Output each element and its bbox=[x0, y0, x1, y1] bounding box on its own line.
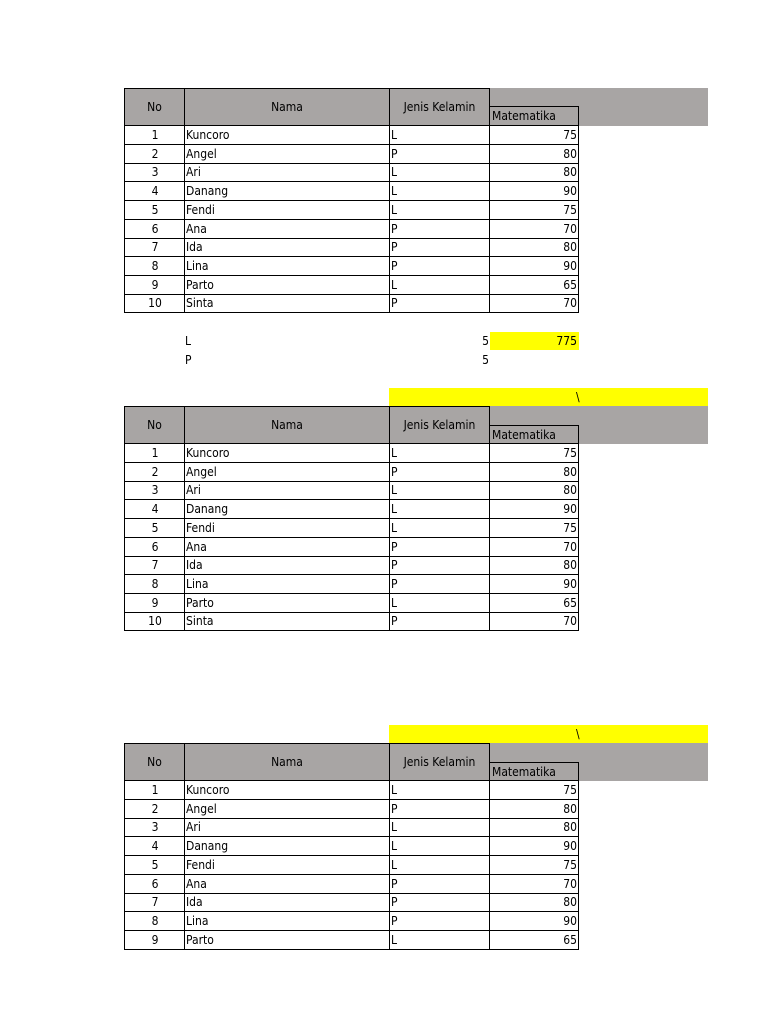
header-no-label: No bbox=[147, 755, 162, 769]
header-nama bbox=[184, 406, 390, 444]
cell-no: 2 bbox=[124, 463, 185, 482]
cell-nama: Lina bbox=[184, 575, 390, 594]
cell-jenis-kelamin: L bbox=[389, 163, 490, 182]
header-no bbox=[124, 88, 185, 126]
cell-no: 3 bbox=[124, 818, 185, 837]
cell-matematika: 70 bbox=[489, 538, 579, 557]
cell-nama: Parto bbox=[184, 931, 390, 950]
cell-matematika: 80 bbox=[489, 238, 579, 257]
summary-p-label: P bbox=[185, 353, 192, 367]
cell-jenis-kelamin: L bbox=[389, 856, 490, 875]
cell-matematika: 65 bbox=[489, 276, 579, 295]
cell-jenis-kelamin: P bbox=[389, 912, 490, 931]
cell-nama: Fendi bbox=[184, 201, 390, 220]
cell-jenis-kelamin: L bbox=[389, 182, 490, 201]
header-nama-label: Nama bbox=[271, 755, 303, 769]
cell-matematika: 90 bbox=[489, 257, 579, 276]
cell-no: 7 bbox=[124, 238, 185, 257]
cell-jenis-kelamin: L bbox=[389, 931, 490, 950]
header-jenis-kelamin bbox=[389, 88, 490, 126]
table-row bbox=[124, 276, 579, 295]
table-row bbox=[124, 500, 579, 519]
cell-no: 3 bbox=[124, 481, 185, 500]
cell-nama: Lina bbox=[184, 912, 390, 931]
table-row bbox=[124, 931, 579, 950]
table-row bbox=[124, 612, 579, 631]
cell-jenis-kelamin: L bbox=[389, 837, 490, 856]
cell-nama: Angel bbox=[184, 800, 390, 819]
cell-nama: Danang bbox=[184, 500, 390, 519]
summary-p-count: 5 bbox=[482, 353, 489, 367]
cell-matematika: 70 bbox=[489, 612, 579, 631]
cell-matematika: 70 bbox=[489, 220, 579, 239]
table-3-banner bbox=[389, 725, 708, 743]
summary-l-total: 775 bbox=[556, 334, 577, 348]
cell-jenis-kelamin: L bbox=[389, 481, 490, 500]
cell-no: 5 bbox=[124, 201, 185, 220]
header-no bbox=[124, 406, 185, 444]
cell-jenis-kelamin: L bbox=[389, 594, 490, 613]
cell-nama: Ari bbox=[184, 163, 390, 182]
header-jenis-kelamin bbox=[389, 406, 490, 444]
cell-nama: Sinta bbox=[184, 294, 390, 313]
table-row bbox=[124, 257, 579, 276]
summary-l-label: L bbox=[185, 334, 192, 348]
cell-nama: Ana bbox=[184, 875, 390, 894]
table-row bbox=[124, 538, 579, 557]
table-row bbox=[124, 875, 579, 894]
cell-matematika: 80 bbox=[489, 556, 579, 575]
header-nama-label: Nama bbox=[271, 100, 303, 114]
cell-no: 5 bbox=[124, 856, 185, 875]
cell-matematika: 75 bbox=[489, 519, 579, 538]
cell-nama: Danang bbox=[184, 182, 390, 201]
cell-jenis-kelamin: L bbox=[389, 500, 490, 519]
table-row bbox=[124, 182, 579, 201]
table-row bbox=[124, 575, 579, 594]
cell-matematika: 80 bbox=[489, 818, 579, 837]
cell-jenis-kelamin: P bbox=[389, 257, 490, 276]
table-row bbox=[124, 781, 579, 800]
cell-nama: Ida bbox=[184, 893, 390, 912]
cell-no: 2 bbox=[124, 145, 185, 164]
table-row bbox=[124, 126, 579, 145]
cell-nama: Fendi bbox=[184, 856, 390, 875]
header-nama bbox=[184, 743, 390, 781]
cell-matematika: 80 bbox=[489, 893, 579, 912]
cell-jenis-kelamin: L bbox=[389, 276, 490, 295]
summary-l-count: 5 bbox=[482, 334, 489, 348]
cell-jenis-kelamin: P bbox=[389, 294, 490, 313]
header-no-label: No bbox=[147, 418, 162, 432]
cell-matematika: 70 bbox=[489, 294, 579, 313]
header-no bbox=[124, 743, 185, 781]
table-row bbox=[124, 294, 579, 313]
table-row bbox=[124, 463, 579, 482]
cell-no: 7 bbox=[124, 556, 185, 575]
table-row bbox=[124, 519, 579, 538]
cell-jenis-kelamin: L bbox=[389, 781, 490, 800]
cell-nama: Kuncoro bbox=[184, 444, 390, 463]
table-row bbox=[124, 444, 579, 463]
header-matematika bbox=[489, 106, 579, 126]
table-row bbox=[124, 220, 579, 239]
cell-nama: Parto bbox=[184, 276, 390, 295]
header-matematika-label: Matematika bbox=[492, 764, 556, 779]
header-jenis-kelamin-label: Jenis Kelamin bbox=[403, 418, 476, 432]
cell-jenis-kelamin: L bbox=[389, 201, 490, 220]
header-nama bbox=[184, 88, 390, 126]
cell-no: 10 bbox=[124, 294, 185, 313]
cell-no: 6 bbox=[124, 538, 185, 557]
cell-nama: Ana bbox=[184, 538, 390, 557]
cell-matematika: 75 bbox=[489, 856, 579, 875]
table-row bbox=[124, 145, 579, 164]
header-matematika bbox=[489, 425, 579, 444]
cell-no: 2 bbox=[124, 800, 185, 819]
table-row bbox=[124, 800, 579, 819]
cell-no: 5 bbox=[124, 519, 185, 538]
cell-matematika: 65 bbox=[489, 931, 579, 950]
table-row bbox=[124, 856, 579, 875]
cell-matematika: 65 bbox=[489, 594, 579, 613]
table-row bbox=[124, 893, 579, 912]
cell-nama: Kuncoro bbox=[184, 126, 390, 145]
header-jenis-kelamin bbox=[389, 743, 490, 781]
cell-jenis-kelamin: P bbox=[389, 800, 490, 819]
header-jenis-kelamin-label: Jenis Kelamin bbox=[403, 100, 476, 114]
cell-matematika: 75 bbox=[489, 444, 579, 463]
cell-matematika: 70 bbox=[489, 875, 579, 894]
cell-no: 4 bbox=[124, 500, 185, 519]
header-matematika-label: Matematika bbox=[492, 109, 556, 123]
summary-l-total-cell bbox=[490, 332, 579, 350]
cell-no: 4 bbox=[124, 837, 185, 856]
cell-matematika: 75 bbox=[489, 126, 579, 145]
cell-nama: Sinta bbox=[184, 612, 390, 631]
cell-matematika: 90 bbox=[489, 837, 579, 856]
cell-no: 9 bbox=[124, 931, 185, 950]
cell-matematika: 80 bbox=[489, 463, 579, 482]
table-row bbox=[124, 556, 579, 575]
cell-nama: Fendi bbox=[184, 519, 390, 538]
table-row bbox=[124, 837, 579, 856]
cell-no: 8 bbox=[124, 912, 185, 931]
cell-nama: Ida bbox=[184, 238, 390, 257]
cell-matematika: 90 bbox=[489, 912, 579, 931]
cell-matematika: 80 bbox=[489, 145, 579, 164]
cell-nama: Lina bbox=[184, 257, 390, 276]
table-row bbox=[124, 594, 579, 613]
cell-no: 1 bbox=[124, 126, 185, 145]
cell-matematika: 80 bbox=[489, 163, 579, 182]
cell-jenis-kelamin: L bbox=[389, 519, 490, 538]
cell-jenis-kelamin: P bbox=[389, 875, 490, 894]
cell-nama: Angel bbox=[184, 463, 390, 482]
table-row bbox=[124, 818, 579, 837]
cell-jenis-kelamin: P bbox=[389, 145, 490, 164]
cell-nama: Angel bbox=[184, 145, 390, 164]
cell-nama: Kuncoro bbox=[184, 781, 390, 800]
cell-no: 3 bbox=[124, 163, 185, 182]
cell-no: 1 bbox=[124, 444, 185, 463]
cell-no: 6 bbox=[124, 220, 185, 239]
cell-matematika: 90 bbox=[489, 575, 579, 594]
cell-jenis-kelamin: P bbox=[389, 538, 490, 557]
cell-matematika: 75 bbox=[489, 781, 579, 800]
header-no-label: No bbox=[147, 100, 162, 114]
cell-nama: Ana bbox=[184, 220, 390, 239]
cell-jenis-kelamin: L bbox=[389, 444, 490, 463]
cell-matematika: 80 bbox=[489, 481, 579, 500]
cell-no: 8 bbox=[124, 257, 185, 276]
cell-no: 8 bbox=[124, 575, 185, 594]
cell-nama: Ari bbox=[184, 481, 390, 500]
cell-no: 4 bbox=[124, 182, 185, 201]
cell-jenis-kelamin: L bbox=[389, 818, 490, 837]
cell-jenis-kelamin: P bbox=[389, 220, 490, 239]
cell-matematika: 90 bbox=[489, 500, 579, 519]
cell-no: 9 bbox=[124, 594, 185, 613]
cell-jenis-kelamin: P bbox=[389, 556, 490, 575]
header-matematika-label: Matematika bbox=[492, 427, 556, 442]
cell-no: 1 bbox=[124, 781, 185, 800]
table-row bbox=[124, 912, 579, 931]
cell-jenis-kelamin: P bbox=[389, 238, 490, 257]
table-2-banner-text: \ bbox=[576, 390, 580, 404]
table-3-banner-text: \ bbox=[576, 727, 580, 741]
table-row bbox=[124, 481, 579, 500]
cell-matematika: 90 bbox=[489, 182, 579, 201]
cell-nama: Ari bbox=[184, 818, 390, 837]
cell-nama: Parto bbox=[184, 594, 390, 613]
table-row bbox=[124, 163, 579, 182]
header-matematika bbox=[489, 762, 579, 781]
header-jenis-kelamin-label: Jenis Kelamin bbox=[403, 755, 476, 769]
cell-no: 10 bbox=[124, 612, 185, 631]
cell-no: 9 bbox=[124, 276, 185, 295]
cell-no: 6 bbox=[124, 875, 185, 894]
cell-jenis-kelamin: P bbox=[389, 612, 490, 631]
cell-jenis-kelamin: P bbox=[389, 463, 490, 482]
cell-no: 7 bbox=[124, 893, 185, 912]
cell-jenis-kelamin: P bbox=[389, 893, 490, 912]
cell-matematika: 80 bbox=[489, 800, 579, 819]
cell-jenis-kelamin: P bbox=[389, 575, 490, 594]
cell-matematika: 75 bbox=[489, 201, 579, 220]
table-row bbox=[124, 201, 579, 220]
header-nama-label: Nama bbox=[271, 418, 303, 432]
cell-nama: Ida bbox=[184, 556, 390, 575]
cell-nama: Danang bbox=[184, 837, 390, 856]
table-2-banner bbox=[389, 388, 708, 406]
table-row bbox=[124, 238, 579, 257]
cell-jenis-kelamin: L bbox=[389, 126, 490, 145]
